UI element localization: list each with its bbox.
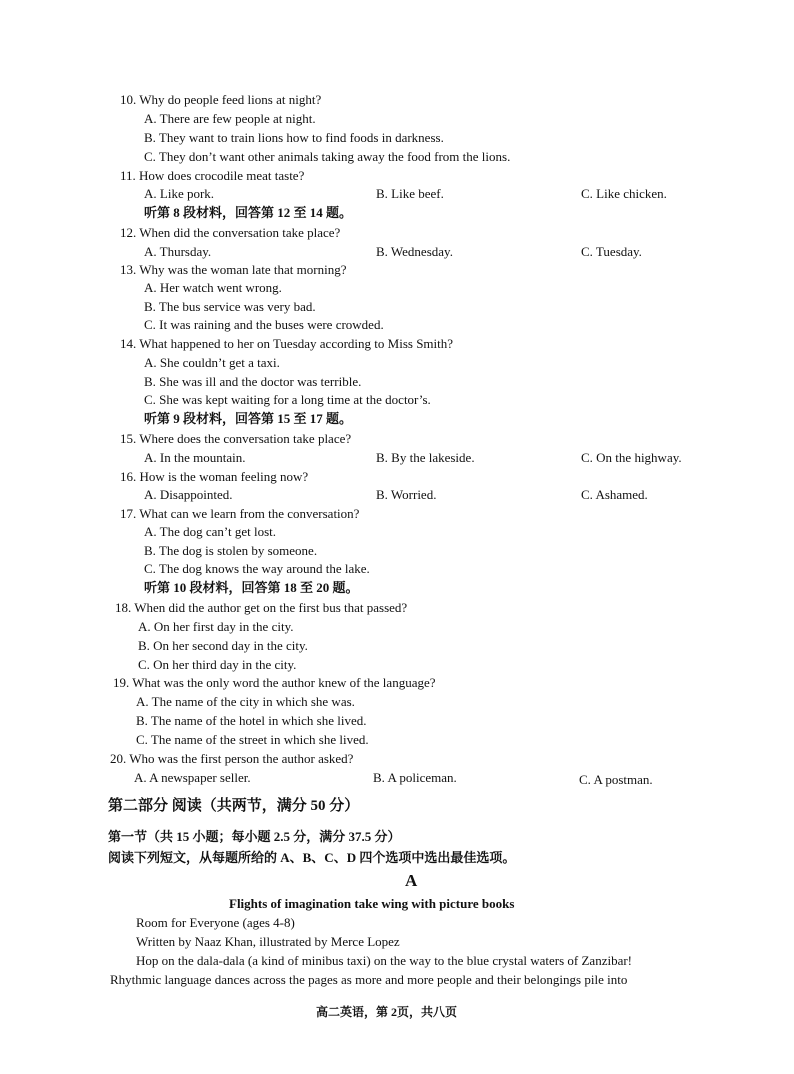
question-stem: 17. What can we learn from the conversation?	[120, 506, 360, 521]
option: A. Her watch went wrong.	[144, 280, 282, 295]
option: B. The dog is stolen by someone.	[144, 543, 318, 558]
question-stem: 10. Why do people feed lions at night?	[120, 92, 322, 107]
option: A. Disappointed.	[144, 487, 233, 502]
option: B. A policeman.	[373, 770, 457, 785]
option: B. She was ill and the doctor was terrible.	[144, 374, 362, 389]
option: C. Ashamed.	[581, 487, 648, 502]
option: B. The name of the hotel in which she lived.	[136, 713, 367, 728]
option: A. Like pork.	[144, 186, 215, 201]
question-stem: 14. What happened to her on Tuesday according to Miss Smith?	[120, 336, 454, 351]
passage-letter: A	[405, 871, 418, 890]
question-stem: 13. Why was the woman late that morning?	[120, 262, 347, 277]
option: C. The name of the street in which she lived.	[136, 732, 369, 747]
reading-instruction: 阅读下列短文，从每题所给的 A、B、C、D 四个选项中选出最佳选项。	[108, 850, 516, 865]
option: C. On her third day in the city.	[138, 657, 297, 672]
option: B. Worried.	[376, 487, 437, 502]
option: C. The dog knows the way around the lake.	[144, 561, 370, 576]
option: A. In the mountain.	[144, 450, 246, 465]
option: A. The name of the city in which she was.	[136, 694, 355, 709]
listening-instruction: 听第 10 段材料，回答第 18 至 20 题。	[144, 580, 359, 595]
option: B. On her second day in the city.	[138, 638, 308, 653]
listening-instruction: 听第 9 段材料，回答第 15 至 17 题。	[144, 411, 353, 426]
option: C. They don’t want other animals taking away the food from the lions.	[144, 149, 511, 164]
passage-line: Written by Naaz Khan, illustrated by Merce Lopez	[136, 934, 400, 949]
page-footer: 高二英语，第 2页，共八页	[316, 1005, 458, 1019]
option: B. They want to train lions how to find foods in darkness.	[144, 130, 444, 145]
question-stem: 12. When did the conversation take place?	[120, 225, 341, 240]
option: B. Wednesday.	[376, 244, 453, 259]
option: C. On the highway.	[581, 450, 682, 465]
option: B. Like beef.	[376, 186, 444, 201]
option: C. A postman.	[579, 772, 653, 787]
option: C. She was kept waiting for a long time at the doctor’s.	[144, 392, 431, 407]
option: A. There are few people at night.	[144, 111, 316, 126]
part-heading: 第二部分 阅读（共两节，满分 50 分）	[108, 798, 360, 814]
question-stem: 18. When did the author get on the first bus that passed?	[115, 600, 408, 615]
option: B. The bus service was very bad.	[144, 299, 316, 314]
option: C. It was raining and the buses were crowded.	[144, 317, 384, 332]
option: C. Tuesday.	[581, 244, 642, 259]
question-stem: 11. How does crocodile meat taste?	[120, 168, 305, 183]
listening-instruction: 听第 8 段材料，回答第 12 至 14 题。	[144, 205, 353, 220]
option: A. On her first day in the city.	[138, 619, 294, 634]
option: A. The dog can’t get lost.	[144, 524, 277, 539]
question-stem: 20. Who was the first person the author asked?	[110, 751, 354, 766]
section-heading: 第一节（共 15 小题；每小题 2.5 分，满分 37.5 分）	[108, 829, 401, 844]
option: B. By the lakeside.	[376, 450, 475, 465]
option: A. A newspaper seller.	[134, 770, 251, 785]
option: A. Thursday.	[144, 244, 212, 259]
question-stem: 15. Where does the conversation take place?	[120, 431, 352, 446]
passage-line: Rhythmic language dances across the pages as more and more people and their belongings pile into	[110, 972, 628, 987]
option: C. Like chicken.	[581, 186, 667, 201]
question-stem: 16. How is the woman feeling now?	[120, 469, 309, 484]
passage-line: Hop on the dala-dala (a kind of minibus taxi) on the way to the blue crystal waters of Zanzibar!	[136, 953, 633, 968]
passage-line: Room for Everyone (ages 4-8)	[136, 915, 295, 930]
question-stem: 19. What was the only word the author knew of the language?	[113, 675, 436, 690]
passage-title: Flights of imagination take wing with picture books	[229, 896, 515, 911]
option: A. She couldn’t get a taxi.	[144, 355, 280, 370]
